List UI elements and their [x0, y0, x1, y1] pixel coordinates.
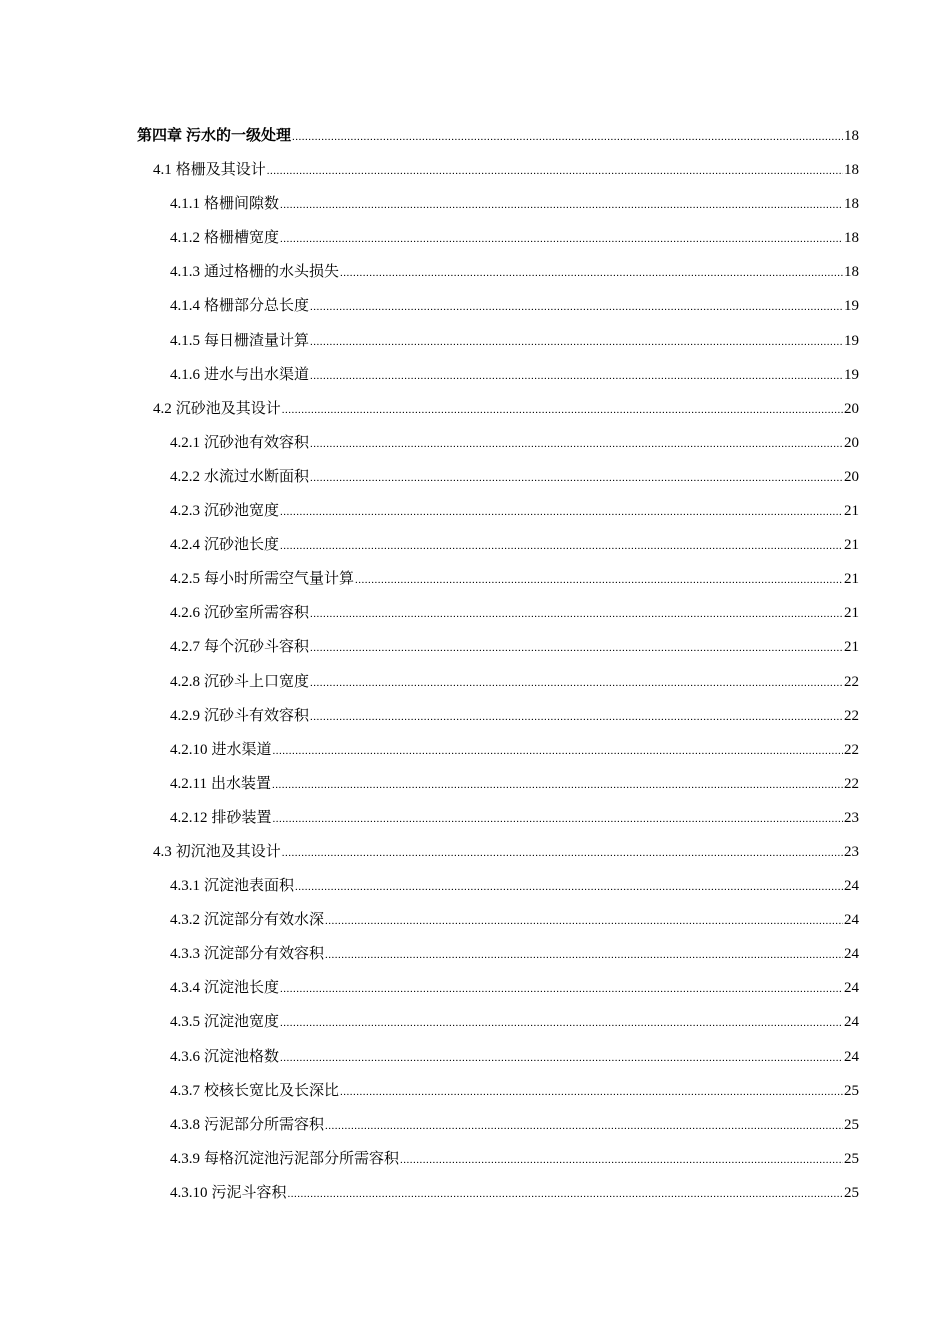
toc-entry[interactable]: [0, 978, 950, 1012]
dot-leader: [355, 569, 843, 591]
toc-entry[interactable]: [0, 160, 950, 194]
toc-entry-heading: [170, 740, 272, 760]
dot-leader: [280, 228, 843, 250]
dot-leader: [288, 1183, 843, 1205]
toc-entry-number: 4.2.7: [170, 639, 200, 656]
toc-entry-heading: [170, 296, 309, 316]
toc-entry-heading: [170, 978, 279, 998]
toc-entry[interactable]: [0, 331, 950, 365]
toc-entry-title: 沉砂斗有效容积: [204, 707, 310, 724]
dot-leader: [310, 365, 843, 387]
toc-entry-title: 沉砂池有效容积: [204, 434, 310, 451]
dot-leader: [280, 501, 843, 523]
toc-entry-title: 沉淀部分有效水深: [204, 912, 325, 929]
toc-entry[interactable]: [0, 467, 950, 501]
toc-entry[interactable]: [0, 194, 950, 228]
toc-entry-heading: [170, 1047, 279, 1067]
toc-entry-page-number: 24: [844, 878, 859, 895]
toc-entry-number: 4.2.5: [170, 571, 200, 588]
toc-entry[interactable]: [0, 603, 950, 637]
toc-entry-title: 污泥部分所需容积: [204, 1116, 325, 1133]
toc-entry-heading: [137, 126, 291, 146]
toc-entry[interactable]: [0, 126, 950, 160]
toc-entry-title: 每小时所需空气量计算: [204, 571, 355, 588]
toc-entry[interactable]: [0, 1012, 950, 1046]
dot-leader: [267, 160, 843, 182]
dot-leader: [310, 467, 843, 489]
toc-entry-number: 4.2.1: [170, 434, 200, 451]
toc-entry-title: 初沉池及其设计: [175, 843, 281, 860]
toc-entry-title: 格栅及其设计: [175, 162, 266, 179]
toc-entry-page-number: 23: [844, 809, 859, 826]
toc-entry-number: 4.3.4: [170, 980, 200, 997]
toc-entry[interactable]: [0, 296, 950, 330]
toc-entry-number: 4.1.6: [170, 366, 200, 383]
toc-entry-page-number: 24: [844, 980, 859, 997]
toc-entry-page-number: 20: [844, 400, 859, 417]
dot-leader: [310, 603, 843, 625]
toc-entry[interactable]: [0, 842, 950, 876]
toc-entry-heading: [170, 331, 309, 351]
dot-leader: [282, 399, 843, 421]
toc-entry-heading: [170, 228, 279, 248]
toc-entry[interactable]: [0, 501, 950, 535]
toc-entry-page-number: 19: [844, 298, 859, 315]
toc-entry-page-number: 18: [844, 264, 859, 281]
table-of-contents: [0, 126, 950, 1217]
toc-entry-heading: [170, 808, 272, 828]
dot-leader: [310, 296, 843, 318]
dot-leader: [280, 1012, 843, 1034]
toc-entry-heading: [153, 399, 281, 419]
toc-entry-title: 进水渠道: [211, 741, 272, 758]
toc-entry-title: 沉砂斗上口宽度: [204, 673, 310, 690]
toc-entry-page-number: 18: [844, 162, 859, 179]
toc-entry-number: 4.3.10: [170, 1184, 208, 1201]
toc-entry-title: 沉砂池宽度: [204, 503, 280, 520]
toc-entry-number: 第四章: [137, 128, 183, 144]
toc-entry-title: 沉淀池表面积: [204, 878, 295, 895]
toc-entry-page-number: 21: [844, 605, 859, 622]
dot-leader: [400, 1149, 843, 1171]
dot-leader: [325, 910, 843, 932]
toc-entry-heading: [170, 262, 339, 282]
toc-entry-heading: [153, 160, 266, 180]
toc-entry-title: 格栅部分总长度: [204, 298, 310, 315]
toc-entry-page-number: 19: [844, 366, 859, 383]
toc-entry-page-number: 18: [844, 196, 859, 213]
toc-entry-page-number: 24: [844, 912, 859, 929]
toc-entry-page-number: 18: [844, 230, 859, 247]
toc-entry-heading: [170, 944, 324, 964]
toc-entry[interactable]: [0, 1047, 950, 1081]
toc-entry-heading: [170, 1012, 279, 1032]
toc-entry-heading: [170, 1081, 339, 1101]
dot-leader: [280, 194, 843, 216]
dot-leader: [310, 637, 843, 659]
toc-entry-heading: [170, 637, 309, 657]
toc-entry-page-number: 21: [844, 571, 859, 588]
toc-entry-number: 4.3.5: [170, 1014, 200, 1031]
dot-leader: [310, 433, 843, 455]
toc-entry-number: 4.1.1: [170, 196, 200, 213]
toc-entry-page-number: 25: [844, 1184, 859, 1201]
toc-entry-page-number: 25: [844, 1116, 859, 1133]
toc-entry[interactable]: [0, 637, 950, 671]
toc-entry[interactable]: [0, 876, 950, 910]
toc-entry[interactable]: [0, 262, 950, 296]
toc-entry-title: 每个沉砂斗容积: [204, 639, 310, 656]
toc-entry-title: 沉淀部分有效容积: [204, 946, 325, 963]
toc-entry-page-number: 24: [844, 1014, 859, 1031]
toc-entry-page-number: 22: [844, 741, 859, 758]
toc-entry-page-number: 22: [844, 707, 859, 724]
toc-entry-heading: [170, 535, 279, 555]
dot-leader: [325, 944, 843, 966]
toc-entry[interactable]: [0, 1115, 950, 1149]
dot-leader: [310, 331, 843, 353]
toc-entry-number: 4.1.5: [170, 332, 200, 349]
toc-entry-title: 污水的一级处理: [186, 128, 292, 144]
toc-entry-page-number: 25: [844, 1082, 859, 1099]
toc-entry[interactable]: [0, 535, 950, 569]
dot-leader: [273, 740, 843, 762]
toc-entry-number: 4.1.4: [170, 298, 200, 315]
toc-entry-heading: [170, 569, 354, 589]
toc-entry-page-number: 22: [844, 775, 859, 792]
toc-entry-heading: [170, 1149, 399, 1169]
toc-entry-number: 4.3.2: [170, 912, 200, 929]
toc-entry-number: 4.3.3: [170, 946, 200, 963]
toc-entry-heading: [170, 433, 309, 453]
toc-entry-page-number: 24: [844, 946, 859, 963]
toc-entry-page-number: 19: [844, 332, 859, 349]
toc-entry-page-number: 22: [844, 673, 859, 690]
dot-leader: [292, 126, 843, 148]
toc-entry-number: 4.3.9: [170, 1150, 200, 1167]
toc-entry-page-number: 25: [844, 1150, 859, 1167]
toc-entry[interactable]: [0, 774, 950, 808]
toc-entry-number: 4.2.11: [170, 775, 207, 792]
dot-leader: [295, 876, 843, 898]
toc-entry[interactable]: [0, 740, 950, 774]
toc-entry[interactable]: [0, 706, 950, 740]
toc-entry-heading: [170, 876, 294, 896]
toc-entry-heading: [170, 706, 309, 726]
toc-entry-page-number: 21: [844, 503, 859, 520]
dot-leader: [280, 535, 843, 557]
toc-entry-title: 污泥斗容积: [211, 1184, 287, 1201]
toc-entry-heading: [170, 194, 279, 214]
toc-entry-page-number: 23: [844, 843, 859, 860]
toc-entry-number: 4.2: [153, 400, 172, 417]
toc-entry-number: 4.2.8: [170, 673, 200, 690]
toc-entry-title: 沉淀池长度: [204, 980, 280, 997]
toc-entry-title: 沉砂室所需容积: [204, 605, 310, 622]
toc-entry-heading: [170, 672, 309, 692]
toc-entry[interactable]: [0, 569, 950, 603]
toc-entry-title: 进水与出水渠道: [204, 366, 310, 383]
toc-entry-title: 沉砂池长度: [204, 537, 280, 554]
toc-entry-number: 4.2.12: [170, 809, 208, 826]
toc-entry-page-number: 20: [844, 468, 859, 485]
toc-entry-page-number: 24: [844, 1048, 859, 1065]
toc-entry-number: 4.3: [153, 843, 172, 860]
dot-leader: [280, 978, 843, 1000]
toc-entry-heading: [153, 842, 281, 862]
toc-entry[interactable]: [0, 944, 950, 978]
toc-entry-number: 4.1.2: [170, 230, 200, 247]
toc-entry[interactable]: [0, 808, 950, 842]
toc-entry[interactable]: [0, 672, 950, 706]
toc-entry-title: 通过格栅的水头损失: [204, 264, 340, 281]
toc-entry[interactable]: [0, 1183, 950, 1217]
dot-leader: [272, 774, 843, 796]
toc-entry-heading: [170, 1115, 324, 1135]
toc-entry-number: 4.2.3: [170, 503, 200, 520]
toc-entry-number: 4.2.6: [170, 605, 200, 622]
dot-leader: [340, 1081, 843, 1103]
toc-entry[interactable]: [0, 1081, 950, 1115]
toc-entry-title: 每格沉淀池污泥部分所需容积: [204, 1150, 400, 1167]
toc-entry-number: 4.2.2: [170, 468, 200, 485]
toc-entry-title: 校核长宽比及长深比: [204, 1082, 340, 1099]
toc-entry-number: 4.3.8: [170, 1116, 200, 1133]
toc-entry-page-number: 20: [844, 434, 859, 451]
dot-leader: [310, 706, 843, 728]
toc-entry-number: 4.3.1: [170, 878, 200, 895]
toc-entry-heading: [170, 774, 271, 794]
toc-entry-title: 水流过水断面积: [204, 468, 310, 485]
toc-entry-title: 排砂装置: [211, 809, 272, 826]
dot-leader: [340, 262, 843, 284]
toc-entry-title: 出水装置: [210, 775, 271, 792]
toc-entry-title: 格栅槽宽度: [204, 230, 280, 247]
toc-entry-page-number: 21: [844, 639, 859, 656]
toc-entry[interactable]: [0, 399, 950, 433]
toc-entry-number: 4.3.6: [170, 1048, 200, 1065]
dot-leader: [282, 842, 843, 864]
toc-entry-title: 沉淀池格数: [204, 1048, 280, 1065]
toc-entry-number: 4.2.9: [170, 707, 200, 724]
toc-entry-page-number: 21: [844, 537, 859, 554]
toc-entry-page-number: 18: [844, 128, 859, 144]
toc-entry-heading: [170, 910, 324, 930]
toc-entry-number: 4.2.4: [170, 537, 200, 554]
toc-entry-title: 沉砂池及其设计: [175, 400, 281, 417]
toc-entry-heading: [170, 1183, 287, 1203]
toc-entry-title: 沉淀池宽度: [204, 1014, 280, 1031]
dot-leader: [310, 672, 843, 694]
toc-entry-heading: [170, 467, 309, 487]
dot-leader: [325, 1115, 843, 1137]
toc-entry[interactable]: [0, 433, 950, 467]
toc-entry-heading: [170, 603, 309, 623]
toc-entry[interactable]: [0, 228, 950, 262]
toc-entry-title: 每日栅渣量计算: [204, 332, 310, 349]
toc-entry-number: 4.1.3: [170, 264, 200, 281]
dot-leader: [280, 1047, 843, 1069]
toc-entry[interactable]: [0, 365, 950, 399]
toc-entry-number: 4.2.10: [170, 741, 208, 758]
toc-entry[interactable]: [0, 1149, 950, 1183]
toc-entry-number: 4.3.7: [170, 1082, 200, 1099]
toc-entry-heading: [170, 501, 279, 521]
toc-entry-number: 4.1: [153, 162, 172, 179]
toc-entry-heading: [170, 365, 309, 385]
toc-entry[interactable]: [0, 910, 950, 944]
toc-entry-title: 格栅间隙数: [204, 196, 280, 213]
dot-leader: [273, 808, 843, 830]
